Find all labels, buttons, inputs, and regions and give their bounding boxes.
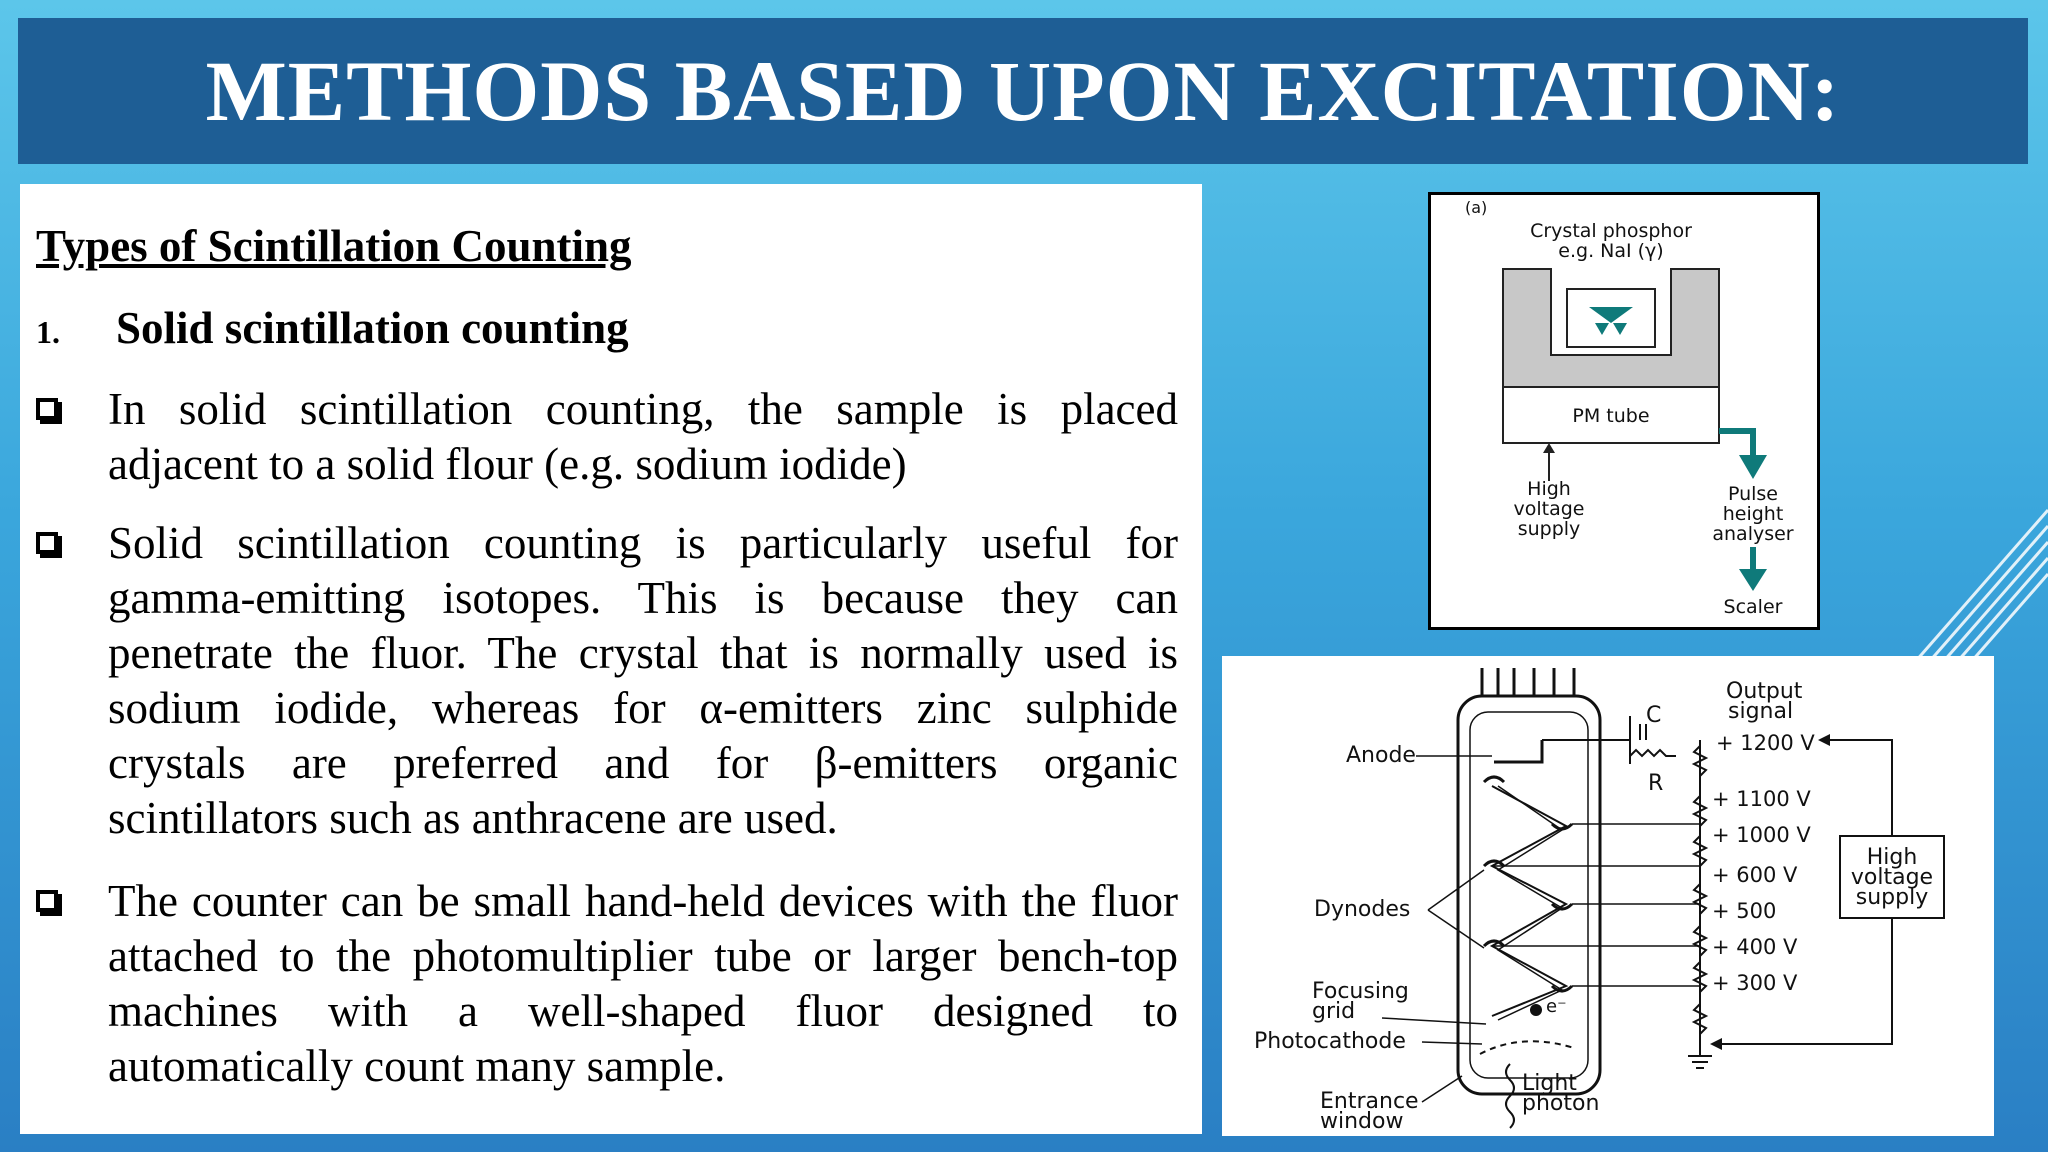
decorative-stripes (1888, 480, 2048, 680)
dynodes-label: Dynodes (1314, 897, 1411, 922)
output-signal-label: Output (1726, 679, 1803, 704)
focusing-grid-label: Focusing (1312, 979, 1409, 1004)
bullet-text: In solid scintillation counting, the sample is placed adjacent to a solid flour (e.g. sodium iodide) (108, 384, 1178, 489)
hv-label: High (1527, 478, 1571, 500)
voltage-label: + 1100 V (1712, 787, 1811, 811)
pha-label: Pulse (1727, 483, 1779, 505)
bullet-item (36, 874, 1186, 1094)
light-photon-label: Light (1522, 1071, 1577, 1096)
down-arrow-icon (1739, 455, 1767, 479)
bullet-item (36, 516, 1186, 846)
photocathode-label: Photocathode (1254, 1029, 1406, 1054)
bullet-item (36, 382, 1186, 492)
ground-icon (1688, 1042, 1712, 1068)
text-panel (20, 184, 1202, 1134)
hv-supply-label: High (1866, 845, 1918, 870)
photomultiplier-tube-diagram (1222, 656, 1994, 1136)
up-arrow-icon (1543, 443, 1555, 453)
resistor-label: R (1648, 771, 1664, 796)
voltage-label: + 600 V (1712, 863, 1798, 887)
light-photon-label: photon (1522, 1091, 1600, 1116)
entrance-window-label: window (1320, 1109, 1404, 1134)
light-photon-icon (1506, 1064, 1514, 1128)
pm-tube-label: PM tube (1572, 405, 1650, 427)
checkbox-bullet-icon (36, 398, 58, 420)
hv-supply-label: supply (1855, 885, 1929, 910)
hv-label: voltage (1513, 498, 1585, 520)
left-arrow-icon (1710, 1038, 1722, 1050)
crystal-label: Crystal phosphor (1530, 220, 1692, 242)
slide-title: METHODS BASED UPON EXCITATION: (205, 43, 1841, 139)
output-signal-label: signal (1728, 699, 1794, 724)
anode-label: Anode (1346, 743, 1416, 768)
bullet-text: The counter can be small hand-held devices with the fluor attached to the photomultiplier tube or larger bench-top machines with a well-shaped fluor designed to automatically count many sample. (108, 876, 1178, 1091)
hv-label: supply (1517, 518, 1581, 540)
numbered-item (36, 302, 629, 354)
voltage-label: + 1200 V (1716, 731, 1815, 755)
focusing-grid-label: grid (1312, 999, 1356, 1024)
left-arrow-icon (1818, 734, 1830, 746)
voltage-label: + 500 (1712, 899, 1777, 923)
item-text: Solid scintillation counting (116, 303, 629, 353)
electron-label: e⁻ (1546, 996, 1567, 1017)
capacitor-label: C (1646, 703, 1662, 728)
pha-label: analyser (1712, 523, 1794, 545)
title-bar (18, 18, 2028, 164)
item-number: 1. (36, 314, 60, 350)
scintillation-counter-diagram (1428, 192, 1820, 630)
checkbox-bullet-icon (36, 890, 58, 912)
down-arrow-icon (1739, 569, 1767, 591)
entrance-window-label: Entrance (1320, 1089, 1419, 1114)
crystal-label-sub: e.g. NaI (γ) (1558, 240, 1664, 262)
checkbox-bullet-icon (36, 532, 58, 554)
subheading: Types of Scintillation Counting (36, 221, 632, 271)
voltage-label: + 400 V (1712, 935, 1798, 959)
voltage-label: + 300 V (1712, 971, 1798, 995)
pha-label: height (1722, 503, 1784, 525)
voltage-label: + 1000 V (1712, 823, 1811, 847)
bullet-text: Solid scintillation counting is particularly useful for gamma-emitting isotopes. This is because they can penetrate the fluor. The crystal that is normally used is sodium iodide, whereas for α-emitters zinc sulphide crystals are preferred and for β-emitters organic scintillators such as anthracene are used. (108, 518, 1178, 843)
hv-supply-label: voltage (1850, 865, 1934, 890)
panel-label: (a) (1465, 198, 1488, 217)
scaler-label: Scaler (1723, 596, 1783, 618)
